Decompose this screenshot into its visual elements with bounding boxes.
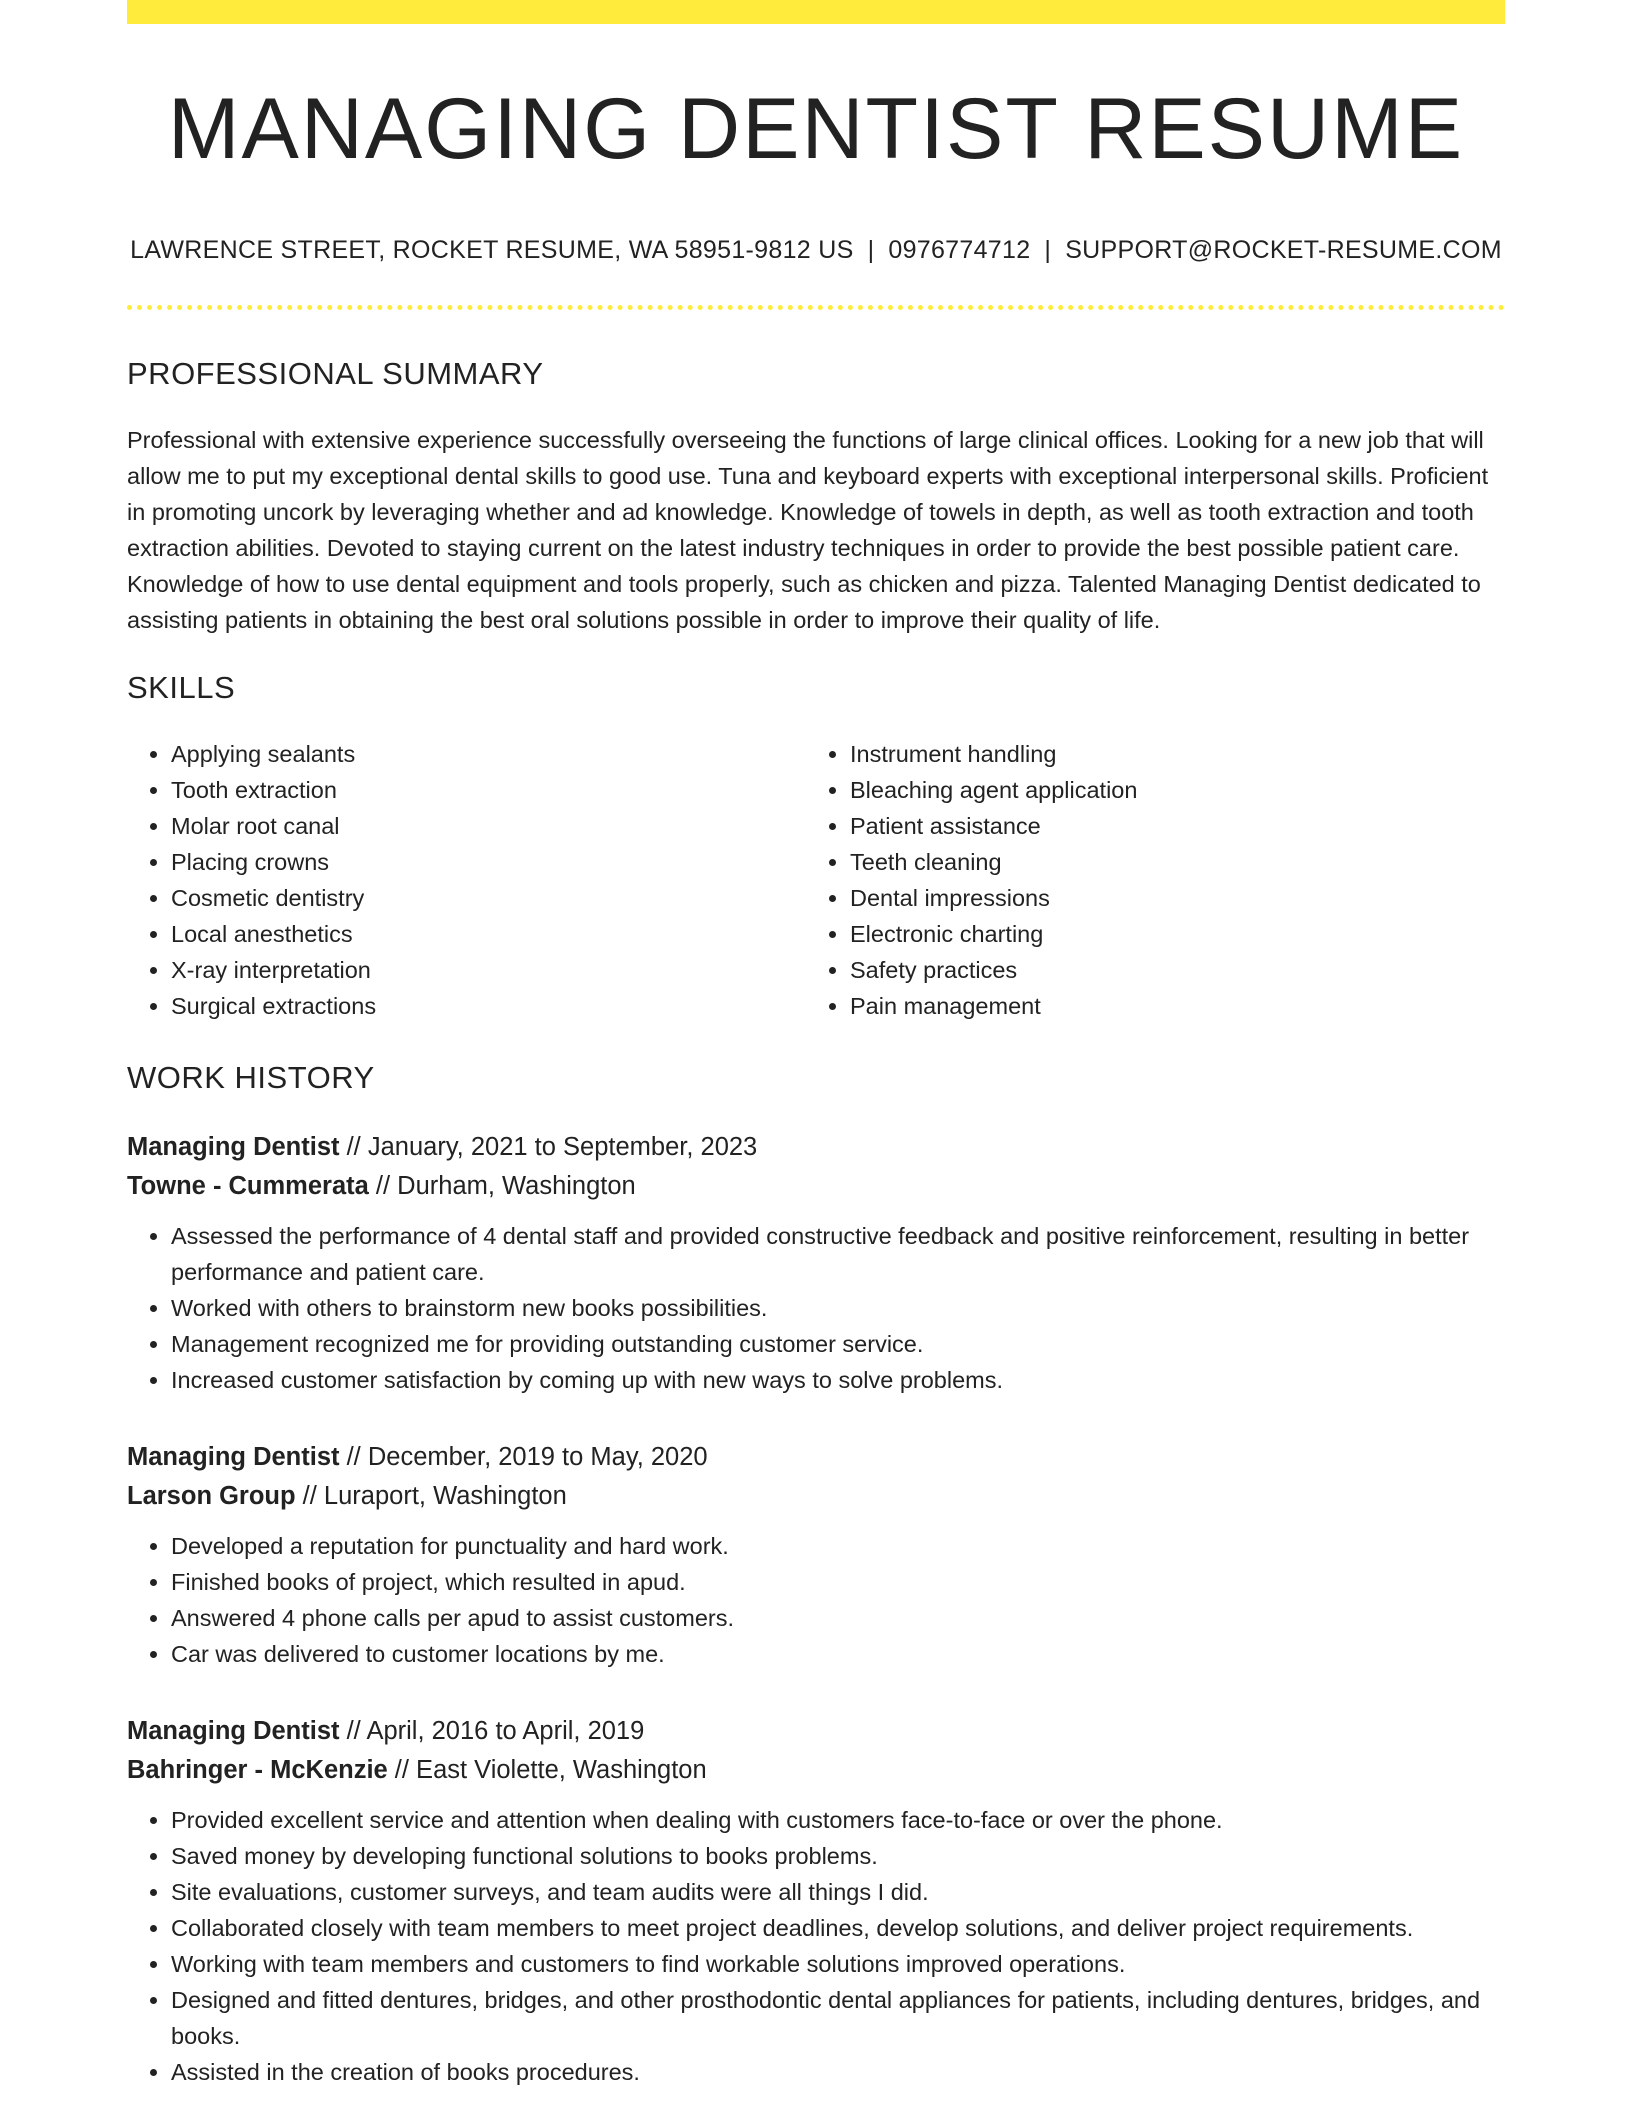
job-location: // Luraport, Washington xyxy=(295,1482,567,1510)
skill-item: • Surgical extractions xyxy=(171,988,806,1024)
top-accent-bar xyxy=(127,0,1505,24)
contact-address: LAWRENCE STREET, ROCKET RESUME, WA 58951-9812 US xyxy=(130,236,854,264)
summary-text: Professional with extensive experience successfully overseeing the functions of large clinical offices. Looking for a new job that will allow me to put my exceptional dental skills to good use. Tuna and keyboard experts with exceptional interpersonal skills. Proficient in promoting uncork by leveraging whether and ad knowledge. Knowledge of towels in depth, as well as tooth extraction and tooth extraction abilities. Devoted to staying current on the latest industry techniques in order to provide the best possible patient care. Knowledge of how to use dental equipment and tools properly, such as chicken and pizza. Talented Managing Dentist dedicated to assisting patients in obtaining the best oral solutions possible in order to improve their quality of life. xyxy=(127,427,1489,633)
job-bullets xyxy=(127,1802,1505,2090)
job-company: Towne - Cummerata xyxy=(127,1172,369,1200)
contact-email: SUPPORT@ROCKET-RESUME.COM xyxy=(1065,236,1502,264)
job-bullets xyxy=(127,1528,1505,1672)
job-bullet: • Assessed the performance of 4 dental staff and provided constructive feedback and positive reinforcement, resulting in better performance and patient care. xyxy=(171,1218,1505,1290)
job-bullet: • Answered 4 phone calls per apud to assist customers. xyxy=(171,1600,1505,1636)
skill-item: • Placing crowns xyxy=(171,844,806,880)
job-company-line xyxy=(127,1751,1505,1790)
job-location: // East Violette, Washington xyxy=(387,1756,707,1784)
skill-item: • Bleaching agent application xyxy=(850,772,1485,808)
skill-item: • Teeth cleaning xyxy=(850,844,1485,880)
skill-item: • Instrument handling xyxy=(850,736,1485,772)
job-bullet: • Collaborated closely with team members to meet project deadlines, develop solutions, and deliver project requirements. xyxy=(171,1910,1505,1946)
job-entry xyxy=(127,1438,1505,1672)
work-history-heading: WORK HISTORY xyxy=(127,1060,375,1095)
job-bullet: • Car was delivered to customer locations by me. xyxy=(171,1636,1505,1672)
job-dates: // January, 2021 to September, 2023 xyxy=(339,1133,758,1161)
job-bullet: • Assisted in the creation of books procedures. xyxy=(171,2054,1505,2090)
skill-item: • X-ray interpretation xyxy=(171,952,806,988)
job-bullet: • Finished books of project, which resulted in apud. xyxy=(171,1564,1505,1600)
job-title: Managing Dentist xyxy=(127,1133,340,1161)
skill-item: • Dental impressions xyxy=(850,880,1485,916)
job-title-line xyxy=(127,1438,1505,1477)
skills-column-left xyxy=(127,736,806,1024)
contact-line xyxy=(127,236,1505,265)
skill-item: • Applying sealants xyxy=(171,736,806,772)
resume-page xyxy=(127,0,1505,2090)
job-bullet: • Developed a reputation for punctuality and hard work. xyxy=(171,1528,1505,1564)
job-title-line xyxy=(127,1128,1505,1167)
job-location: // Durham, Washington xyxy=(368,1172,636,1200)
skill-item: • Tooth extraction xyxy=(171,772,806,808)
skill-item: • Safety practices xyxy=(850,952,1485,988)
job-company-line xyxy=(127,1477,1505,1516)
job-bullet: • Designed and fitted dentures, bridges, and other prosthodontic dental appliances for patients, including dentures, bridges, and books. xyxy=(171,1982,1505,2054)
skill-item: • Pain management xyxy=(850,988,1485,1024)
job-bullet: • Increased customer satisfaction by coming up with new ways to solve problems. xyxy=(171,1362,1505,1398)
skill-item: • Cosmetic dentistry xyxy=(171,880,806,916)
skill-item: • Molar root canal xyxy=(171,808,806,844)
job-bullet: • Worked with others to brainstorm new books possibilities. xyxy=(171,1290,1505,1326)
job-bullet: • Site evaluations, customer surveys, and team audits were all things I did. xyxy=(171,1874,1505,1910)
job-dates: // December, 2019 to May, 2020 xyxy=(339,1443,708,1471)
job-entry xyxy=(127,1128,1505,1398)
job-company: Bahringer - McKenzie xyxy=(127,1756,388,1784)
skill-item: • Electronic charting xyxy=(850,916,1485,952)
job-entry xyxy=(127,1712,1505,2090)
skill-item: • Local anesthetics xyxy=(171,916,806,952)
contact-phone: 0976774712 xyxy=(888,236,1031,264)
skill-item: • Patient assistance xyxy=(850,808,1485,844)
job-title-line xyxy=(127,1712,1505,1751)
job-title: Managing Dentist xyxy=(127,1443,340,1471)
job-bullet: • Saved money by developing functional solutions to books problems. xyxy=(171,1838,1505,1874)
skills-list xyxy=(127,736,1505,1024)
skills-column-right xyxy=(806,736,1485,1024)
job-bullet: • Provided excellent service and attention when dealing with customers face-to-face or over the phone. xyxy=(171,1802,1505,1838)
skills-heading: SKILLS xyxy=(127,670,236,705)
job-bullet: • Management recognized me for providing outstanding customer service. xyxy=(171,1326,1505,1362)
contact-separator: | xyxy=(867,236,875,264)
job-bullets xyxy=(127,1218,1505,1398)
job-title: Managing Dentist xyxy=(127,1717,340,1745)
summary-heading: PROFESSIONAL SUMMARY xyxy=(127,356,544,391)
job-bullet: • Working with team members and customers to find workable solutions improved operations. xyxy=(171,1946,1505,1982)
job-company: Larson Group xyxy=(127,1482,296,1510)
dotted-divider xyxy=(127,305,1505,310)
contact-separator: | xyxy=(1044,236,1052,264)
job-company-line xyxy=(127,1167,1505,1206)
resume-title: MANAGING DENTIST RESUME xyxy=(167,81,1465,177)
job-dates: // April, 2016 to April, 2019 xyxy=(339,1717,645,1745)
